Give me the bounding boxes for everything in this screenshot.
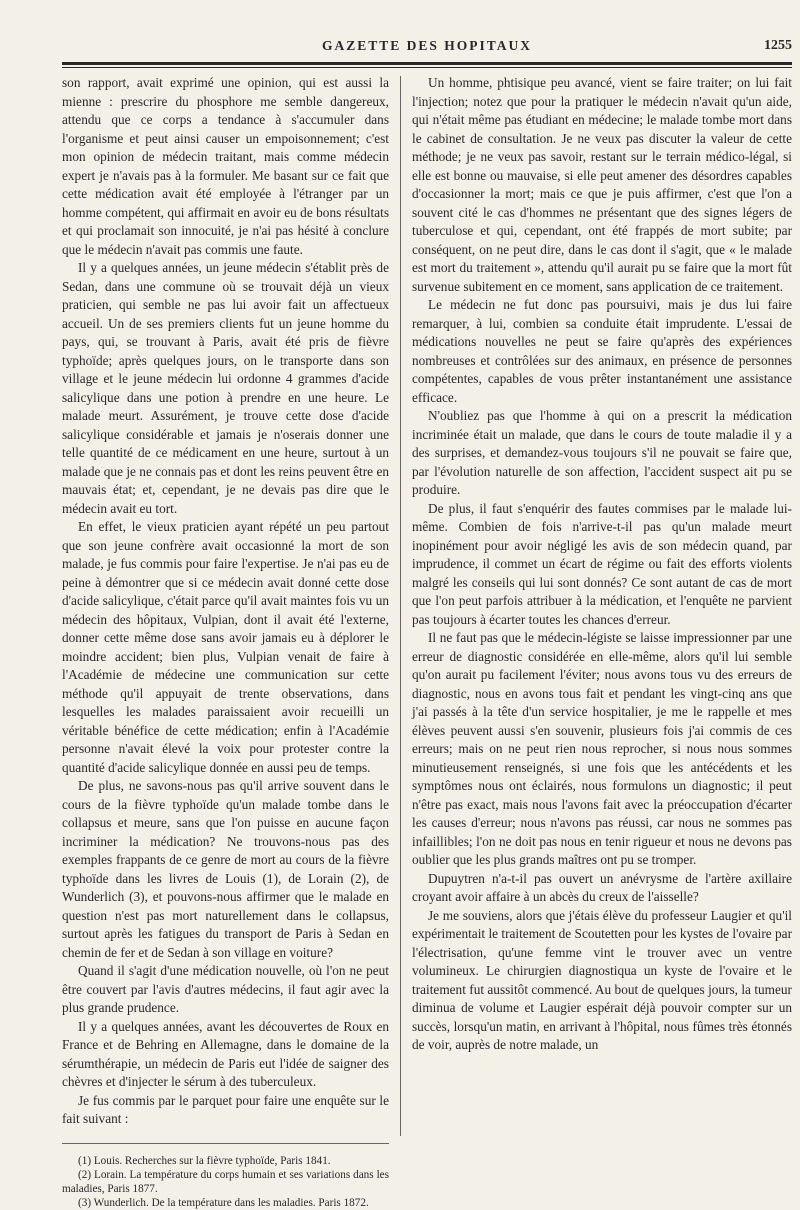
paragraph: Je me souviens, alors que j'étais élève du professeur Laugier et qu'il expérimentait le traitement de Scoutetten pour les kystes de l'ovaire par l'électrisation, qu'une femme vint le trouver avec un ventre volumineux. Le chirurgien diagnostiqua un kyste de l'ovaire et le traitement fut aussitôt commencé. Au bout de quelques jours, la tumeur diminua de volume et Laugier espérait déjà pouvoir compter sur un succès, lorsqu'un matin, en arrivant à l'hôpital, nous fûmes très étonnés de voir, auprès de notre malade, un	[412, 907, 792, 1052]
paragraph: Il y a quelques années, un jeune médecin s'établit près de Sedan, dans une commune où se trouvait déjà un vieux praticien, qui semble ne pas lui avoir fait un affectueux accueil. Un de ses premiers clients fut un jeune homme du pays, qui, se trouvant à Paris, avait été pris de fièvre typhoïde; après quelques jours, on le transporte dans son village et le jeune médecin lui ordonne 4 grammes d'acide salicylique dans une potion à prendre en une heure. Le malade meurt. Assurément, je trouve cette dose d'acide salicylique considérable et jamais je n'oserais donner une telle quantité de ce médicament en une heure, surtout à un malade que je ne connais pas et dont les reins peuvent être en mauvais état; et, cependant, je ne devais pas dire que le médecin avait eu tort.	[62, 260, 389, 516]
paragraph: Il y a quelques années, avant les découvertes de Roux en France et de Behring en Allemagne, dans le domaine de la sérumthérapie, un médecin de Paris eut l'idée de saigner des chèvres et d'injecter le sérum à des tuberculeux.	[62, 1018, 389, 1089]
journal-title: GAZETTE DES HOPITAUX	[321, 38, 533, 53]
header-rule-thick	[62, 62, 792, 65]
paragraph: Dupuytren n'a-t-il pas ouvert un anévrysme de l'artère axillaire croyant avoir affaire à un abcès du creux de l'aisselle?	[412, 870, 792, 904]
paragraph: N'oubliez pas que l'homme à qui on a prescrit la médication incriminée était un malade, que dans le cours de toute maladie il y a des surprises, et demandez-vous toujours s'il ne pouvait se faire que, par l'évolution naturelle de son affection, l'accident suspect ait pu se produire.	[412, 408, 792, 497]
footnote: (1) Louis. Recherches sur la fièvre typhoïde, Paris 1841.	[78, 1154, 331, 1167]
left-column	[62, 74, 389, 1210]
paragraph: De plus, ne savons-nous pas qu'il arrive souvent dans le cours de la fièvre typhoïde qu'un malade tombe dans le collapsus et meure, sans que l'on puisse en aucune façon incriminer la médication? Ne trouvons-nous pas des exemples frappants de ce genre de mort au cours de la fièvre typhoïde dans les livres de Louis (1), de Lorain (2), de Wunderlich (3), et pouvons-nous affirmer que le malade en question n'est pas mort naturellement dans le collapsus, surtout après les fatigues du transport de Paris à Sedan en chemin de fer et de Sedan à son village en voiture?	[62, 778, 389, 960]
paragraph: En effet, le vieux praticien ayant répété un peu partout que son jeune confrère avait occasionné la mort de son malade, je fus commis pour faire l'expertise. Je n'ai pas eu de peine à démontrer que si ce médecin avait donné cette dose d'acide salicylique, c'était parce qu'il avait maintes fois vu un médecin des hôpitaux, Vulpian, dont il avait été l'externe, donner cette même dose sans avoir jamais eu à déplorer le moindre accident; bien plus, Vulpian venait de faire à l'Académie de médecine une communication sur cette méthode qu'il appuyait de trente observations, dans lesquelles les malades paraissaient avoir recueilli un véritable bénéfice de cette médication; enfin à l'Académie personne n'avait élevé la voix pour protester contre la quantité d'acide salicylique donnée en aussi peu de temps.	[62, 519, 389, 775]
page-header	[62, 38, 792, 58]
paragraph: Je fus commis par le parquet pour faire une enquête sur le fait suivant :	[62, 1092, 389, 1126]
footnote: (3) Wunderlich. De la température dans les maladies. Paris 1872.	[78, 1196, 369, 1209]
paragraph: Le médecin ne fut donc pas poursuivi, mais je dus lui faire remarquer, à lui, combien sa conduite était imprudente. L'essai de médications nouvelles ne peut se faire qu'après des expériences nombreuses et contrôlées sur des animaux, en présence de personnes compétentes, capables de vous prêter instantanément une assistance efficace.	[412, 297, 792, 405]
column-divider	[400, 76, 401, 1136]
footnote: (2) Lorain. La température du corps humain et ses variations dans les maladies, Paris 1877.	[62, 1168, 389, 1195]
footnote-divider	[62, 1143, 389, 1144]
header-rule-thin	[62, 67, 792, 68]
right-column	[412, 74, 792, 1055]
paragraph: son rapport, avait exprimé une opinion, qui est aussi la mienne : prescrire du phosphore me semble dangereux, attendu que ce corps a tendance à s'accumuler dans l'organisme et peut ainsi causer un empoisonnement; c'est mon opinion de médecin traitant, mais comme médecin expert je n'avais pas à la formuler. Me basant sur ce fait que cette médication avait été employée à l'étranger par un homme compétent, qui affirmait en avoir eu de bons résultats et qui proclamait son innocuité, je n'ai pas hésité à conclure que le médecin n'avait pas commis une faute.	[62, 75, 389, 257]
page-number: 1255	[764, 38, 792, 53]
paragraph: Quand il s'agit d'une médication nouvelle, où l'on ne peut être couvert par l'avis d'autres médecins, il faut agir avec la plus grande prudence.	[62, 963, 389, 1015]
paragraph: De plus, il faut s'enquérir des fautes commises par le malade lui-même. Combien de fois n'arrive-t-il pas qu'un malade meurt inopinément pour avoir négligé les avis de son médecin quand, par imprudence, il commet un écart de régime ou fait des efforts violents malgré les conseils qui lui sont donnés? Ce sont autant de cas de mort que l'on peut parfois attribuer à la médication, et l'enquête ne parvient pas toujours à écarter toutes les chances d'erreur.	[412, 500, 792, 627]
paragraph: Un homme, phtisique peu avancé, vient se faire traiter; on lui fait l'injection; notez que pour la pratiquer le médecin n'avait qu'un aide, qui n'était même pas étudiant en médecine; le malade tombe mort dans le cabinet de consultation. Je ne veux pas discuter la valeur de cette méthode; je ne veux pas savoir, restant sur le terrain médico-légal, si elle est bonne ou mauvaise, si elle peut amener des désordres capables d'occasionner la mort; mais ce que je puis affirmer, c'est que l'on a souvent cité le cas d'hommes ne présentant que des signes légers de tuberculose et qui, cependant, ont été frappés de mort subite; par conséquent, on ne peut dire, dans le cas dont il s'agit, que « le malade est mort du traitement », attendu qu'il aurait pu se faire que la mort fût survenue subitement en ce moment, sans application de ce traitement.	[412, 75, 792, 294]
paragraph: Il ne faut pas que le médecin-légiste se laisse impressionner par une erreur de diagnostic considérée en elle-même, alors qu'il lui semble qu'on aurait pu facilement l'éviter; nous avons tous vu des erreurs de diagnostic, nous en avons tous fait et pendant les vingt-cinq ans que j'ai passés à la tête d'un service hospitalier, je me le rappelle et mes élèves peuvent aussi s'en souvenir, plusieurs fois j'ai commis de ces erreurs; mais on ne peut rien nous reprocher, si nous nous sommes minutieusement renseignés, si une fois que les antécédents et les symptômes nous ont éclairés, nous formulons un diagnostic; il peut n'être pas exact, mais nous l'avons fait avec la préoccupation d'écarter les causes d'erreur; nous n'avons pas réussi, car nous ne sommes pas infaillibles; l'on ne doit pas nous en tenir rigueur et nous ne devons pas oublier que les plus grands maîtres ont pu se tromper.	[412, 630, 792, 867]
